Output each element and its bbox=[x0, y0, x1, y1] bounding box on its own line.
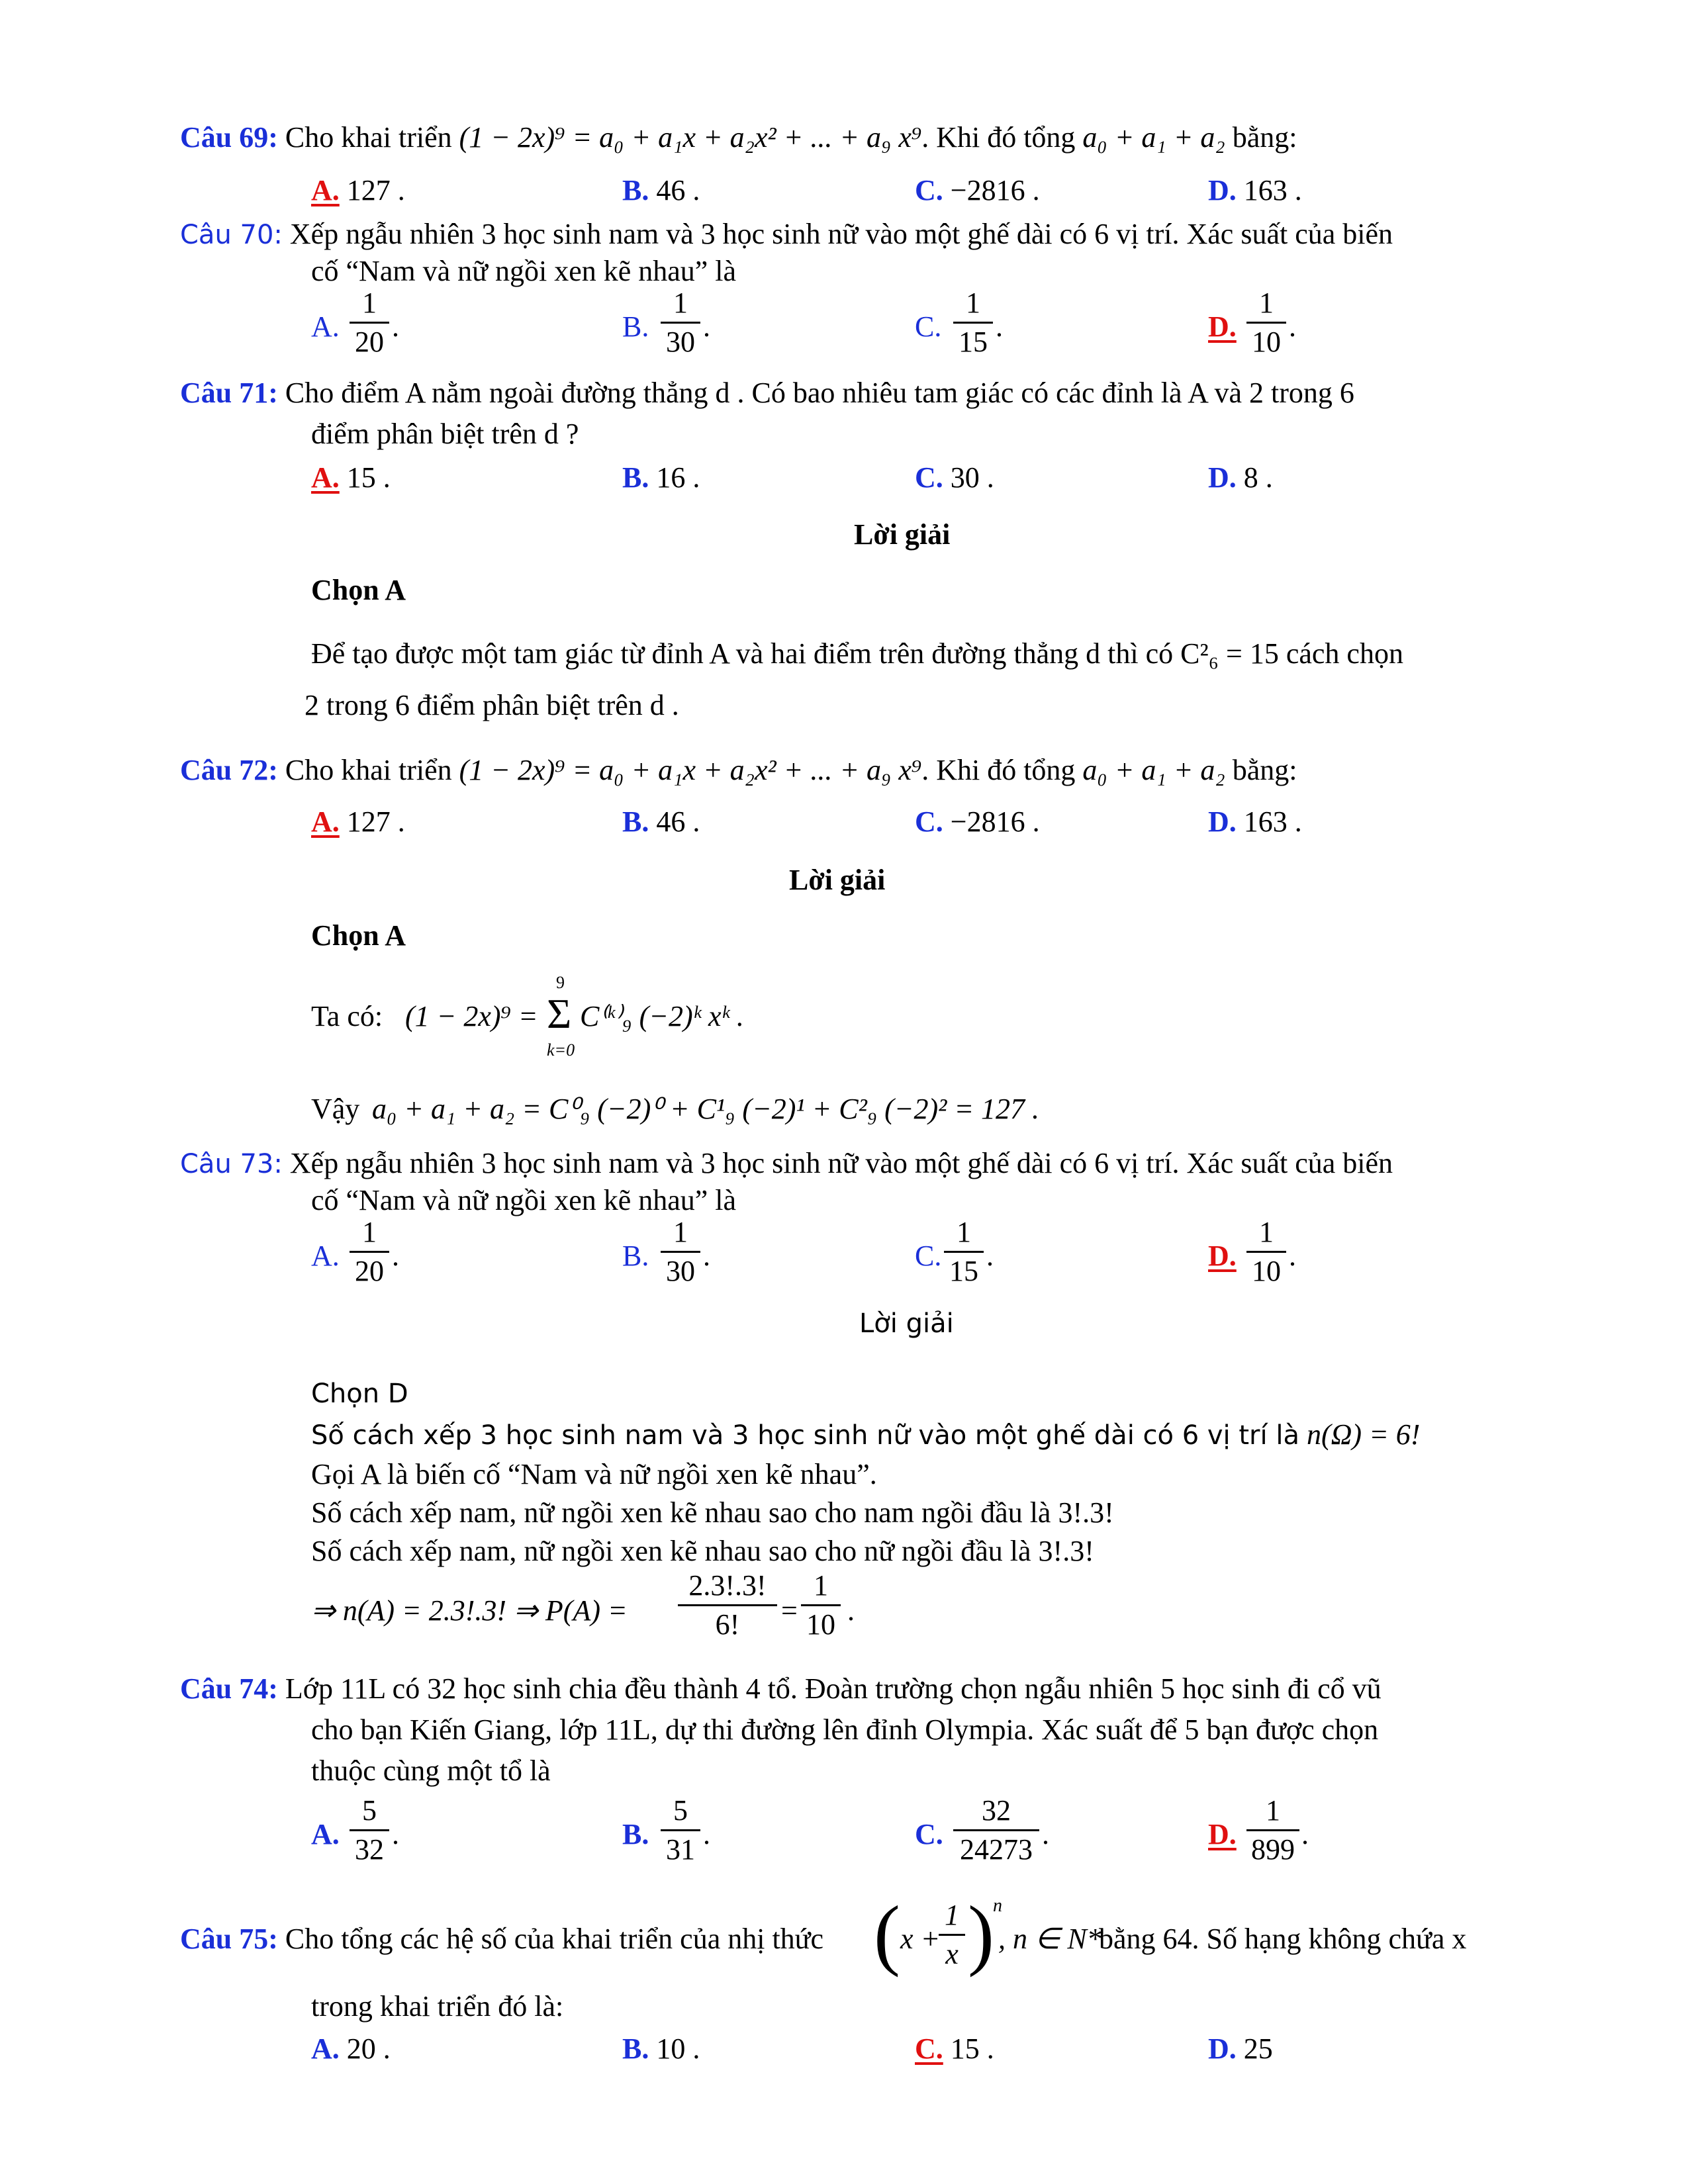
q71-line1 bbox=[180, 379, 1354, 408]
q71-solution-line1: Để tạo được một tam giác từ đỉnh A và hai điểm trên đường thẳng d thì có C²₆ = 15 cách chọn bbox=[311, 637, 1403, 670]
q74-option-b-fraction bbox=[661, 1796, 700, 1864]
question-text: bằng: bbox=[1232, 121, 1297, 154]
q72-solution-heading: Lời giải bbox=[789, 864, 886, 896]
q73-option-a-letter: A. bbox=[311, 1240, 340, 1272]
q71-line2 bbox=[311, 420, 579, 449]
binomial-left-paren: ( bbox=[874, 1889, 900, 1978]
q72-line1 bbox=[180, 756, 1297, 785]
question-text: cố “Nam và nữ ngồi xen kẽ nhau” là bbox=[311, 255, 737, 287]
q71-solution-line2: 2 trong 6 điểm phân biệt trên d . bbox=[305, 689, 679, 721]
question-text: . Khi đó tổng bbox=[921, 121, 1076, 154]
q73-option-c-letter: C. bbox=[915, 1240, 942, 1272]
q71-choice: Chọn A bbox=[311, 574, 406, 606]
expansion-formula: (1 − 2x)⁹ = a₀ + a₁x + a₂x² + ... + a₉ x⁹ bbox=[459, 121, 922, 154]
q70-option-c-letter: C. bbox=[915, 310, 942, 343]
option-value: 15 . bbox=[346, 461, 391, 494]
option-letter: B. bbox=[622, 2032, 649, 2065]
denominator: 20 bbox=[355, 1255, 384, 1287]
sum-upper-limit: 9 bbox=[556, 973, 565, 992]
denominator: 30 bbox=[666, 326, 695, 358]
period: . bbox=[392, 310, 399, 343]
question-text: Cho tổng các hệ số của khai triển của nhị thức bbox=[285, 1923, 824, 1955]
denominator: 24273 bbox=[960, 1833, 1033, 1866]
denominator: 15 bbox=[959, 326, 988, 358]
denominator: 15 bbox=[949, 1255, 978, 1287]
q75-option-a bbox=[311, 2034, 391, 2064]
period: . bbox=[1042, 1818, 1049, 1850]
option-letter: C. bbox=[915, 461, 943, 494]
q71-option-d bbox=[1208, 463, 1273, 492]
q73-solution-fraction-2 bbox=[801, 1571, 841, 1639]
option-value: 163 . bbox=[1243, 174, 1302, 206]
question-text: Cho khai triển bbox=[285, 121, 452, 154]
q73-solution-line5: ⇒ n(A) = 2.3!.3! ⇒ P(A) = bbox=[311, 1594, 628, 1627]
q74-option-b-letter: B. bbox=[622, 1818, 649, 1850]
numerator: 1 bbox=[957, 1216, 971, 1248]
q72-vay-formula: a₀ + a₁ + a₂ = C⁰₉ (−2)⁰ + C¹₉ (−2)¹ + C²₉ (−2)² = 127 . bbox=[372, 1093, 1040, 1125]
q73-solution-line2: Gọi A là biến cố “Nam và nữ ngồi xen kẽ nhau”. bbox=[311, 1458, 877, 1490]
period: . bbox=[996, 310, 1003, 343]
question-label: Câu 71: bbox=[180, 377, 278, 409]
q74-option-c-fraction bbox=[953, 1796, 1039, 1864]
option-value: 10 . bbox=[656, 2032, 700, 2065]
denominator: 6! bbox=[715, 1608, 740, 1641]
binomial-fraction bbox=[939, 1901, 965, 1969]
q74-option-c-letter: C. bbox=[915, 1818, 943, 1850]
q73-line1 bbox=[180, 1149, 1393, 1178]
q72-ta-co-rest: C⁽ᵏ⁾₉ (−2)ᵏ xᵏ . bbox=[580, 1000, 744, 1032]
q69-option-b bbox=[622, 176, 700, 205]
q73-solution-fraction-1 bbox=[678, 1571, 777, 1639]
q73-option-d-letter: D. bbox=[1208, 1240, 1237, 1272]
question-text: Cho khai triển bbox=[285, 754, 452, 786]
q73-solution-heading: Lời giải bbox=[859, 1308, 954, 1339]
numerator: 1 bbox=[945, 1899, 959, 1931]
option-value: 163 . bbox=[1243, 805, 1302, 838]
option-value: 16 . bbox=[656, 461, 700, 494]
option-letter: A. bbox=[311, 461, 340, 494]
denominator: 10 bbox=[806, 1608, 835, 1641]
q69-option-a bbox=[311, 176, 405, 205]
question-label: Câu 73: bbox=[180, 1149, 283, 1179]
sigma-symbol: Σ bbox=[547, 990, 572, 1037]
q71-option-b bbox=[622, 463, 700, 492]
period: . bbox=[847, 1594, 855, 1627]
numerator: 1 bbox=[673, 1216, 688, 1248]
option-letter: B. bbox=[622, 174, 649, 206]
q69-option-d bbox=[1208, 176, 1302, 205]
option-letter: B. bbox=[622, 461, 649, 494]
option-value: 46 . bbox=[656, 805, 700, 838]
denominator: 20 bbox=[355, 326, 384, 358]
q74-option-a-letter: A. bbox=[311, 1818, 340, 1850]
option-value: 15 . bbox=[950, 2032, 994, 2065]
question-text: điểm phân biệt trên d ? bbox=[311, 418, 579, 450]
q72-choice: Chọn A bbox=[311, 919, 406, 952]
question-text: cố “Nam và nữ ngồi xen kẽ nhau” là bbox=[311, 1184, 737, 1216]
q72-option-d bbox=[1208, 807, 1302, 837]
binomial-exponent: n bbox=[993, 1895, 1002, 1916]
sum-formula: a₀ + a₁ + a₂ bbox=[1082, 121, 1225, 154]
q75-option-d bbox=[1208, 2034, 1273, 2064]
q75-line2: trong khai triển đó là: bbox=[311, 1990, 564, 2023]
q75-line1-text bbox=[180, 1925, 823, 1954]
q71-option-c bbox=[915, 463, 994, 492]
period: . bbox=[703, 1240, 710, 1272]
period: . bbox=[392, 1240, 399, 1272]
binomial-x: x + bbox=[900, 1923, 941, 1955]
period: . bbox=[703, 310, 710, 343]
solution-text: Số cách xếp 3 học sinh nam và 3 học sinh nữ vào một ghế dài có 6 vị trí là bbox=[311, 1420, 1299, 1451]
option-letter: A. bbox=[311, 805, 340, 838]
denominator: 31 bbox=[666, 1833, 695, 1866]
sum-lower-limit: k=0 bbox=[547, 1040, 575, 1060]
period: . bbox=[1289, 310, 1296, 343]
numerator: 2.3!.3! bbox=[688, 1569, 767, 1602]
option-value: 25 bbox=[1243, 2032, 1273, 2065]
numerator: 32 bbox=[982, 1794, 1011, 1827]
period: . bbox=[703, 1818, 710, 1850]
numerator: 5 bbox=[673, 1794, 688, 1827]
q73-option-b-fraction bbox=[661, 1218, 700, 1286]
question-label: Câu 69: bbox=[180, 121, 278, 154]
option-letter: D. bbox=[1208, 461, 1237, 494]
q71-solution-heading: Lời giải bbox=[854, 518, 951, 551]
q74-option-a-fraction bbox=[350, 1796, 389, 1864]
q73-option-d-fraction bbox=[1246, 1218, 1286, 1286]
period: . bbox=[1301, 1818, 1309, 1850]
option-value: −2816 . bbox=[950, 805, 1040, 838]
denominator: 30 bbox=[666, 1255, 695, 1287]
option-letter: C. bbox=[915, 2032, 943, 2065]
option-letter: D. bbox=[1208, 2032, 1237, 2065]
q73-solution-line3: Số cách xếp nam, nữ ngồi xen kẽ nhau sao cho nam ngồi đầu là 3!.3! bbox=[311, 1496, 1114, 1529]
denominator: 10 bbox=[1252, 326, 1281, 358]
numerator: 1 bbox=[1266, 1794, 1280, 1827]
q74-option-d-letter: D. bbox=[1208, 1818, 1237, 1850]
q73-choice: Chọn D bbox=[311, 1379, 408, 1409]
option-letter: C. bbox=[915, 174, 943, 206]
numerator: 1 bbox=[966, 287, 980, 319]
q70-option-a-fraction bbox=[350, 289, 389, 357]
q70-option-b-fraction bbox=[661, 289, 700, 357]
q73-option-c-fraction bbox=[944, 1218, 984, 1286]
expansion-formula: (1 − 2x)⁹ = a₀ + a₁x + a₂x² + ... + a₉ x⁹ bbox=[459, 754, 922, 786]
option-value: 127 . bbox=[346, 805, 405, 838]
q70-line2 bbox=[311, 257, 736, 286]
q73-option-a-fraction bbox=[350, 1218, 389, 1286]
question-text: Cho điểm A nằm ngoài đường thẳng d . Có bao nhiêu tam giác có các đỉnh là A và 2 trong 6 bbox=[285, 377, 1354, 409]
q74-line2: cho bạn Kiến Giang, lớp 11L, dự thi đường lên đỉnh Olympia. Xác suất để 5 bạn được chọn bbox=[311, 1713, 1379, 1746]
sum-formula: a₀ + a₁ + a₂ bbox=[1082, 754, 1225, 786]
question-text: Lớp 11L có 32 học sinh chia đều thành 4 tổ. Đoàn trường chọn ngẫu nhiên 5 học sinh đi cổ vũ bbox=[285, 1672, 1382, 1705]
sample-space-formula: n(Ω) = 6! bbox=[1306, 1418, 1421, 1451]
q72-option-a bbox=[311, 807, 405, 837]
option-value: 30 . bbox=[950, 461, 994, 494]
numerator: 1 bbox=[1259, 287, 1274, 319]
q73-option-b-letter: B. bbox=[622, 1240, 649, 1272]
q74-line1 bbox=[180, 1674, 1382, 1704]
q75-line1-text-after: bằng 64. Số hạng không chứa x bbox=[1099, 1923, 1467, 1955]
q74-option-d-fraction bbox=[1246, 1796, 1299, 1864]
numerator: 1 bbox=[362, 287, 377, 319]
q72-option-c bbox=[915, 807, 1040, 837]
question-text: Xếp ngẫu nhiên 3 học sinh nam và 3 học sinh nữ vào một ghế dài có 6 vị trí. Xác suất của biến bbox=[289, 1147, 1393, 1179]
denominator: x bbox=[945, 1938, 959, 1970]
q70-option-c-fraction bbox=[953, 289, 993, 357]
q69-line1 bbox=[180, 123, 1297, 152]
numerator: 1 bbox=[362, 1216, 377, 1248]
q73-solution-line4: Số cách xếp nam, nữ ngồi xen kẽ nhau sao cho nữ ngồi đầu là 3!.3! bbox=[311, 1535, 1094, 1567]
q70-line1 bbox=[180, 220, 1393, 249]
numerator: 1 bbox=[673, 287, 688, 319]
q72-option-b bbox=[622, 807, 700, 837]
q75-option-c bbox=[915, 2034, 994, 2064]
option-letter: D. bbox=[1208, 805, 1237, 838]
denominator: 32 bbox=[355, 1833, 384, 1866]
option-letter: D. bbox=[1208, 174, 1237, 206]
question-label: Câu 74: bbox=[180, 1672, 278, 1705]
q70-option-d-letter: D. bbox=[1208, 310, 1237, 343]
q73-solution-line1 bbox=[311, 1420, 1420, 1449]
question-label: Câu 72: bbox=[180, 754, 278, 786]
question-text: Xếp ngẫu nhiên 3 học sinh nam và 3 học sinh nữ vào một ghế dài có 6 vị trí. Xác suất của biến bbox=[289, 218, 1393, 250]
option-letter: A. bbox=[311, 174, 340, 206]
numerator: 1 bbox=[1259, 1216, 1274, 1248]
question-label: Câu 75: bbox=[180, 1923, 278, 1955]
q70-option-a-letter: A. bbox=[311, 310, 340, 343]
denominator: 899 bbox=[1251, 1833, 1295, 1866]
binomial-condition: , n ∈ N* bbox=[998, 1923, 1102, 1955]
option-value: 20 . bbox=[346, 2032, 391, 2065]
option-letter: C. bbox=[915, 805, 943, 838]
q72-vay: Vậy bbox=[311, 1093, 360, 1125]
q71-option-a bbox=[311, 463, 391, 492]
period: . bbox=[392, 1818, 399, 1850]
question-label: Câu 70: bbox=[180, 220, 283, 250]
q69-option-c bbox=[915, 176, 1040, 205]
option-value: 127 . bbox=[346, 174, 405, 206]
option-letter: B. bbox=[622, 805, 649, 838]
option-value: 46 . bbox=[656, 174, 700, 206]
option-letter: A. bbox=[311, 2032, 340, 2065]
equals-sign: = bbox=[781, 1594, 798, 1627]
q70-option-b-letter: B. bbox=[622, 310, 649, 343]
period: . bbox=[1289, 1240, 1296, 1272]
q72-ta-co-formula: (1 − 2x)⁹ = bbox=[405, 1000, 538, 1032]
numerator: 5 bbox=[362, 1794, 377, 1827]
q72-ta-co: Ta có: bbox=[311, 1000, 383, 1032]
q70-option-d-fraction bbox=[1246, 289, 1286, 357]
period: . bbox=[986, 1240, 994, 1272]
q74-line3: thuộc cùng một tổ là bbox=[311, 1754, 551, 1787]
q73-line2 bbox=[311, 1186, 736, 1215]
option-value: −2816 . bbox=[950, 174, 1040, 206]
denominator: 10 bbox=[1252, 1255, 1281, 1287]
question-text: bằng: bbox=[1232, 754, 1297, 786]
numerator: 1 bbox=[814, 1569, 828, 1602]
binomial-right-paren: ) bbox=[968, 1889, 994, 1978]
q75-option-b bbox=[622, 2034, 700, 2064]
option-value: 8 . bbox=[1243, 461, 1273, 494]
question-text: . Khi đó tổng bbox=[921, 754, 1076, 786]
